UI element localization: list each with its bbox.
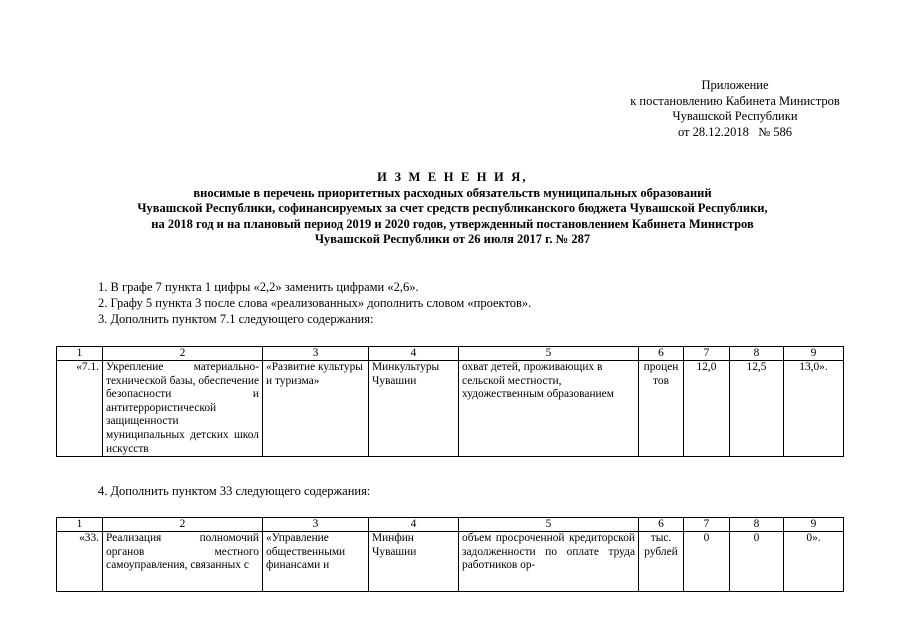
- table-header-row: [57, 518, 844, 532]
- cell-number: «7.1.: [57, 361, 103, 457]
- col-header-3: 3: [263, 347, 369, 361]
- col-header-5: 5: [459, 347, 639, 361]
- table-row: [57, 361, 844, 457]
- table-row: [57, 532, 844, 592]
- heading-line-3: на 2018 год и на плановый период 2019 и 2020 годов, утвержденный постановлением Кабинета Министров: [151, 216, 754, 231]
- amendment-item-4: 4. Дополнить пунктом 33 следующего содержания:: [98, 484, 371, 498]
- col-header-4: 4: [369, 347, 459, 361]
- col-header-7: 7: [684, 347, 730, 361]
- table-header-row: [57, 347, 844, 361]
- col-header-9: 9: [784, 347, 844, 361]
- cell-value-2019: 0: [730, 532, 784, 592]
- col-header-4: 4: [369, 518, 459, 532]
- col-header-3: 3: [263, 518, 369, 532]
- col-header-9: 9: [784, 518, 844, 532]
- cell-value-2020: 13,0».: [784, 361, 844, 457]
- cell-unit: тыс. рублей: [639, 532, 684, 592]
- heading-line-2: Чувашской Республики, софинансируемых за счет средств республиканского бюджета Чувашской Республики,: [137, 201, 768, 216]
- col-header-1: 1: [57, 518, 103, 532]
- cell-program: «Развитие культуры и туризма»: [263, 361, 369, 457]
- col-header-2: 2: [103, 518, 263, 532]
- col-header-6: 6: [639, 518, 684, 532]
- col-header-6: 6: [639, 347, 684, 361]
- col-header-8: 8: [730, 347, 784, 361]
- amendment-list: [98, 279, 531, 327]
- cell-administrator: Минфин Чувашии: [369, 532, 459, 592]
- cell-value-2018: 12,0: [684, 361, 730, 457]
- cell-program: «Управление общественными финансами и: [263, 532, 369, 592]
- cell-administrator: Минкультуры Чувашии: [369, 361, 459, 457]
- col-header-7: 7: [684, 518, 730, 532]
- document-heading: [80, 170, 825, 247]
- cell-value-2020: 0».: [784, 532, 844, 592]
- col-header-5: 5: [459, 518, 639, 532]
- appendix-block: [590, 78, 880, 140]
- appendix-line-2: к постановлению Кабинета Министров: [630, 93, 840, 108]
- cell-unit: процентов: [639, 361, 684, 457]
- cell-value-2019: 12,5: [730, 361, 784, 457]
- appendix-line-1: Приложение: [701, 78, 769, 92]
- col-header-8: 8: [730, 518, 784, 532]
- cell-number: «33.: [57, 532, 103, 592]
- cell-measure: Реализация полномочий органов местного самоуправления, связанных с: [103, 532, 263, 592]
- cell-measure: Укрепление материально-технической базы, обеспечение безопасности и антитеррористической защищенности муниципальных детских школ искусств: [103, 361, 263, 457]
- document-title: И З М Е Н Е Н И Я,: [377, 170, 528, 184]
- heading-line-1: вносимые в перечень приоритетных расходных обязательств муниципальных образований: [193, 186, 712, 201]
- cell-indicator: охват детей, проживающих в сельской местности, художественным образованием: [459, 361, 639, 457]
- amendment-item-2: 2. Графу 5 пункта 3 после слова «реализованных» дополнить словом «проектов».: [98, 296, 532, 310]
- amendment-item-1: 1. В графе 7 пункта 1 цифры «2,2» заменить цифрами «2,6».: [98, 280, 419, 294]
- col-header-1: 1: [57, 347, 103, 361]
- table-item-33: [56, 517, 844, 592]
- table-item-7-1: [56, 346, 844, 457]
- appendix-line-4: от 28.12.2018 № 586: [677, 124, 793, 139]
- appendix-line-3: Чувашской Республики: [672, 109, 798, 123]
- col-header-2: 2: [103, 347, 263, 361]
- amendment-item-3: 3. Дополнить пунктом 7.1 следующего содержания:: [98, 312, 374, 326]
- heading-line-4: Чувашской Республики от 26 июля 2017 г. № 287: [314, 231, 591, 246]
- cell-value-2018: 0: [684, 532, 730, 592]
- cell-indicator: объем просроченной кредиторской задолженности по оплате труда работников ор-: [459, 532, 639, 592]
